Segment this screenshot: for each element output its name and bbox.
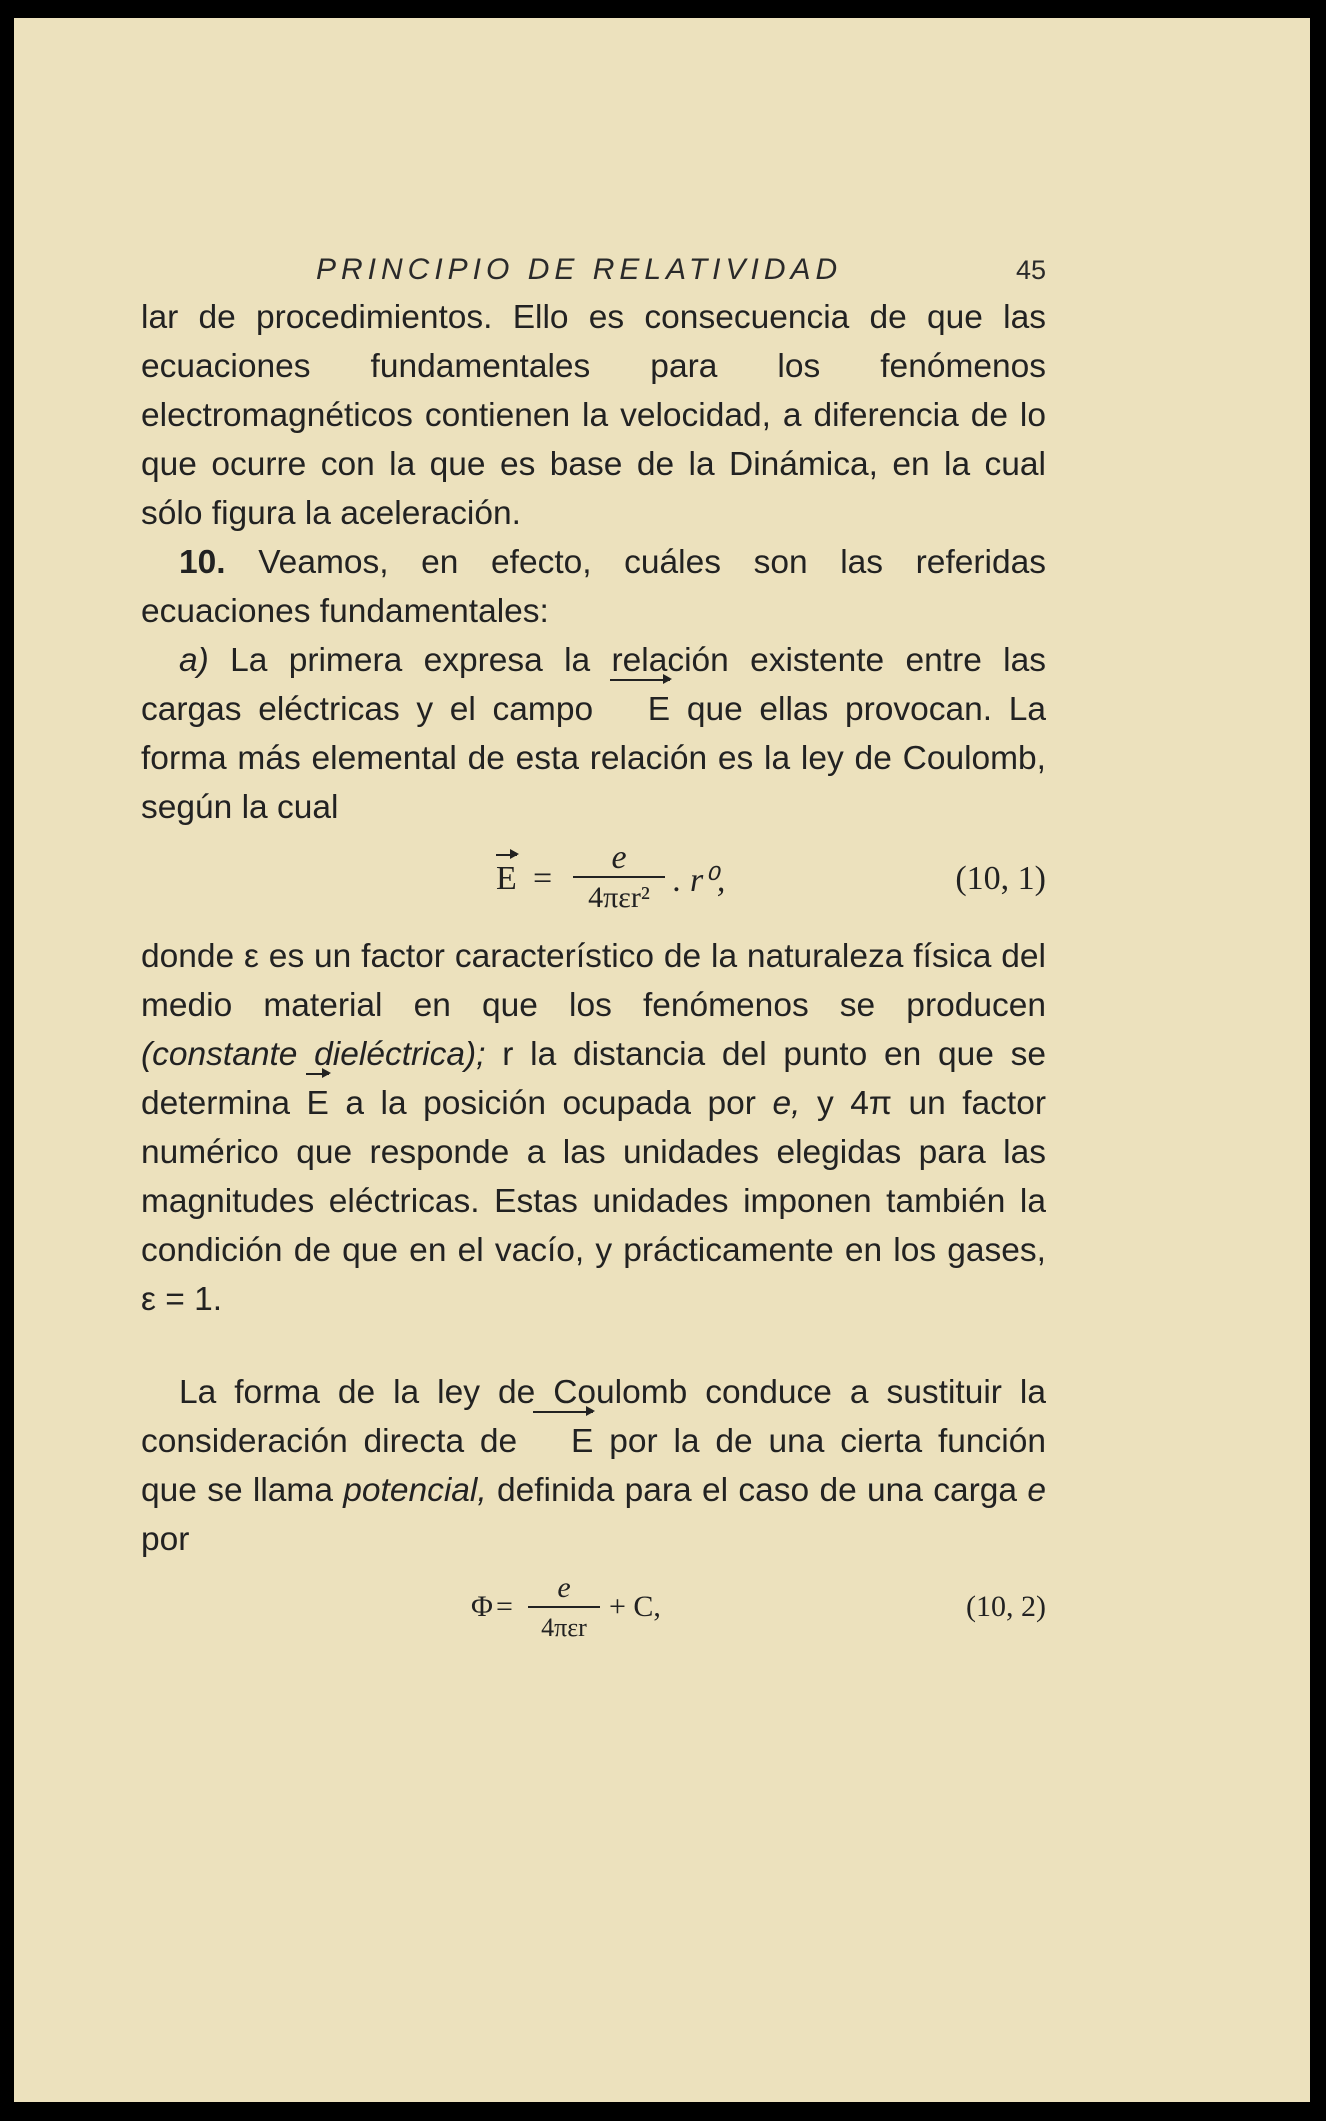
- donde-text-3: a la posición ocupada por: [345, 1085, 756, 1122]
- eq1-rhs: . r⁰,: [673, 862, 726, 899]
- eq1-lhs: E: [496, 860, 517, 897]
- page-content: [141, 233, 1046, 1654]
- spacer: [141, 1324, 1046, 1368]
- small-italic-2: e: [1027, 1472, 1046, 1509]
- eq1-numerator: e: [611, 839, 627, 876]
- equation-10-1: [141, 832, 1046, 932]
- vector-e-3: E: [533, 1417, 593, 1466]
- eq2-numerator: e: [557, 1571, 571, 1604]
- small-text-3: definida para el caso de una carga: [496, 1472, 1018, 1509]
- item-a-paragraph: [141, 636, 1046, 832]
- running-head-title: PRINCIPIO DE RELATIVIDAD: [316, 253, 843, 286]
- small-italic-1: potencial,: [343, 1472, 487, 1509]
- running-head: [141, 233, 1046, 293]
- eq2-fraction: [528, 1570, 600, 1648]
- book-page: [14, 18, 1310, 2102]
- equation-10-2: [141, 1564, 1046, 1654]
- paragraph-small-print: [141, 1368, 1046, 1564]
- eq2-rhs: + C,: [609, 1590, 661, 1623]
- eq1-number: (10, 1): [955, 860, 1046, 897]
- paragraph-donde: [141, 932, 1046, 1324]
- item-a-text-1: La primera expresa la relación existente entre las cargas eléctricas y el campo: [141, 642, 1046, 728]
- item-a-label: a): [179, 642, 209, 679]
- eq1-fraction: [573, 840, 665, 918]
- eq2-equals: =: [496, 1590, 513, 1623]
- page-number: 45: [1015, 255, 1046, 285]
- eq1-equals: =: [533, 860, 553, 897]
- eq2-denominator: 4πεr: [541, 1613, 587, 1642]
- small-text-1: La forma de la ley de Coulomb conduce a sustituir la consideración directa de: [141, 1374, 1046, 1460]
- eq1-denominator: 4πεr²: [588, 881, 650, 914]
- section-number: 10.: [179, 544, 226, 581]
- donde-text-4: y 4π un factor numérico que responde a las unidades elegidas para las magnitudes eléctricas. Estas unidades imponen también la condición de que en el vacío, y prácticamente en los gases, ε = 1.: [141, 1085, 1047, 1318]
- vector-e: E: [610, 685, 670, 734]
- paragraph-1: lar de procedimientos. Ello es consecuencia de que las ecuaciones fundamentales para los fenómenos electromagnéticos contienen la velocidad, a diferencia de lo que ocurre con la que es base de la Dinámica, en la cual sólo figura la aceleración.: [141, 299, 1046, 532]
- small-text-4: por: [141, 1521, 190, 1558]
- donde-text-2: r la distancia del punto en que se determina: [141, 1036, 1047, 1122]
- section-10-text: Veamos, en efecto, cuáles son las referidas ecuaciones fundamentales:: [141, 544, 1046, 630]
- vector-e-2: E: [306, 1079, 328, 1128]
- donde-italic-1: (constante dieléctrica);: [141, 1036, 486, 1073]
- donde-italic-2: e,: [772, 1085, 801, 1122]
- eq2-lhs: Φ: [471, 1590, 493, 1623]
- item-a-text-2: que ellas provocan. La forma más elemental de esta relación es la ley de Coulomb, según la cual: [141, 691, 1046, 826]
- section-10-paragraph: [141, 538, 1046, 636]
- eq2-number: (10, 2): [966, 1590, 1046, 1623]
- small-text-2: por la de una cierta función que se llama: [141, 1423, 1046, 1509]
- donde-text-1: donde ε es un factor característico de la naturaleza física del medio material en que los fenómenos se producen: [141, 938, 1046, 1024]
